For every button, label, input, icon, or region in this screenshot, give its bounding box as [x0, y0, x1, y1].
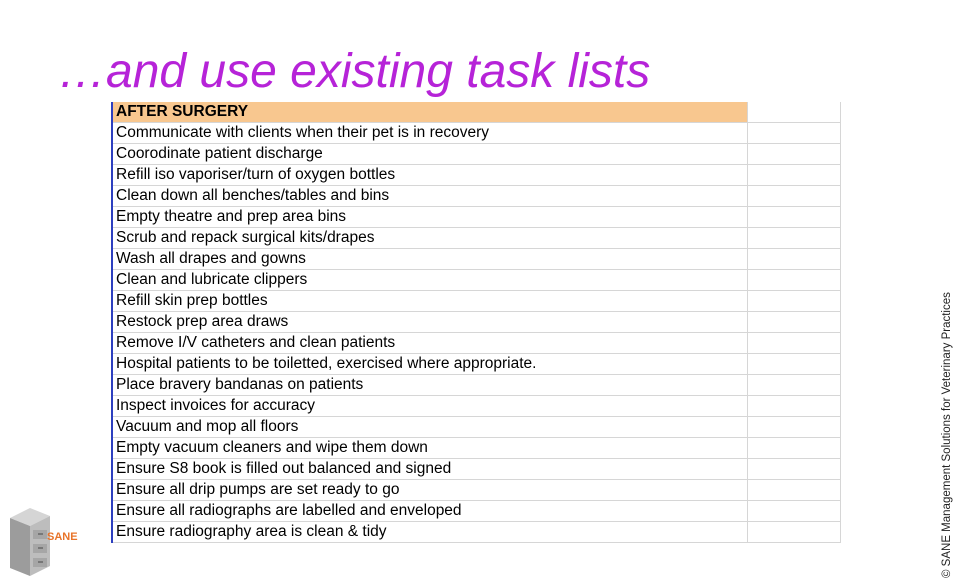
- task-list-table: [111, 102, 841, 543]
- table-header-row: [112, 102, 841, 123]
- table-row: [112, 480, 841, 501]
- task-cell: Hospital patients to be toiletted, exercised where appropriate.: [112, 354, 748, 375]
- task-cell: Restock prep area draws: [112, 312, 748, 333]
- empty-cell: [748, 144, 841, 165]
- copyright-notice: © SANE Management Solutions for Veterinary Practices: [941, 292, 953, 578]
- task-cell: Empty theatre and prep area bins: [112, 207, 748, 228]
- task-cell: Remove I/V catheters and clean patients: [112, 333, 748, 354]
- task-cell: Ensure S8 book is filled out balanced and signed: [112, 459, 748, 480]
- task-cell: Clean and lubricate clippers: [112, 270, 748, 291]
- empty-cell: [748, 165, 841, 186]
- empty-cell: [748, 375, 841, 396]
- table-row: [112, 291, 841, 312]
- empty-cell: [748, 396, 841, 417]
- logo-text: SANE: [47, 531, 78, 543]
- table-row: [112, 312, 841, 333]
- task-cell: Wash all drapes and gowns: [112, 249, 748, 270]
- task-cell: Coorodinate patient discharge: [112, 144, 748, 165]
- task-cell: Scrub and repack surgical kits/drapes: [112, 228, 748, 249]
- table-row: [112, 396, 841, 417]
- task-cell: Inspect invoices for accuracy: [112, 396, 748, 417]
- table-row: [112, 249, 841, 270]
- task-cell: Refill iso vaporiser/turn of oxygen bottles: [112, 165, 748, 186]
- table-row: [112, 522, 841, 543]
- empty-cell: [748, 354, 841, 375]
- task-cell: Ensure all drip pumps are set ready to go: [112, 480, 748, 501]
- slide-title: …and use existing task lists: [58, 45, 651, 98]
- table-row: [112, 144, 841, 165]
- table-row: [112, 207, 841, 228]
- table-row: [112, 186, 841, 207]
- task-cell: Ensure radiography area is clean & tidy: [112, 522, 748, 543]
- table-row: [112, 417, 841, 438]
- empty-cell: [748, 123, 841, 144]
- task-cell: Place bravery bandanas on patients: [112, 375, 748, 396]
- empty-cell: [748, 459, 841, 480]
- table-row: [112, 354, 841, 375]
- empty-cell: [748, 438, 841, 459]
- empty-cell: [748, 228, 841, 249]
- empty-cell: [748, 333, 841, 354]
- empty-cell: [748, 417, 841, 438]
- table-row: [112, 333, 841, 354]
- empty-cell: [748, 291, 841, 312]
- table-row: [112, 501, 841, 522]
- empty-cell: [748, 270, 841, 291]
- table-row: [112, 375, 841, 396]
- task-cell: Ensure all radiographs are labelled and enveloped: [112, 501, 748, 522]
- table-row: [112, 438, 841, 459]
- empty-cell: [748, 501, 841, 522]
- task-cell: Vacuum and mop all floors: [112, 417, 748, 438]
- empty-cell: [748, 186, 841, 207]
- table-row: [112, 459, 841, 480]
- empty-cell: [748, 102, 841, 123]
- task-cell: Communicate with clients when their pet is in recovery: [112, 123, 748, 144]
- table-row: [112, 270, 841, 291]
- empty-cell: [748, 480, 841, 501]
- empty-cell: [748, 312, 841, 333]
- table-row: [112, 228, 841, 249]
- empty-cell: [748, 207, 841, 228]
- table-row: [112, 123, 841, 144]
- task-cell: Refill skin prep bottles: [112, 291, 748, 312]
- empty-cell: [748, 522, 841, 543]
- table-header-cell: AFTER SURGERY: [112, 102, 748, 123]
- task-cell: Clean down all benches/tables and bins: [112, 186, 748, 207]
- empty-cell: [748, 249, 841, 270]
- table-row: [112, 165, 841, 186]
- task-cell: Empty vacuum cleaners and wipe them down: [112, 438, 748, 459]
